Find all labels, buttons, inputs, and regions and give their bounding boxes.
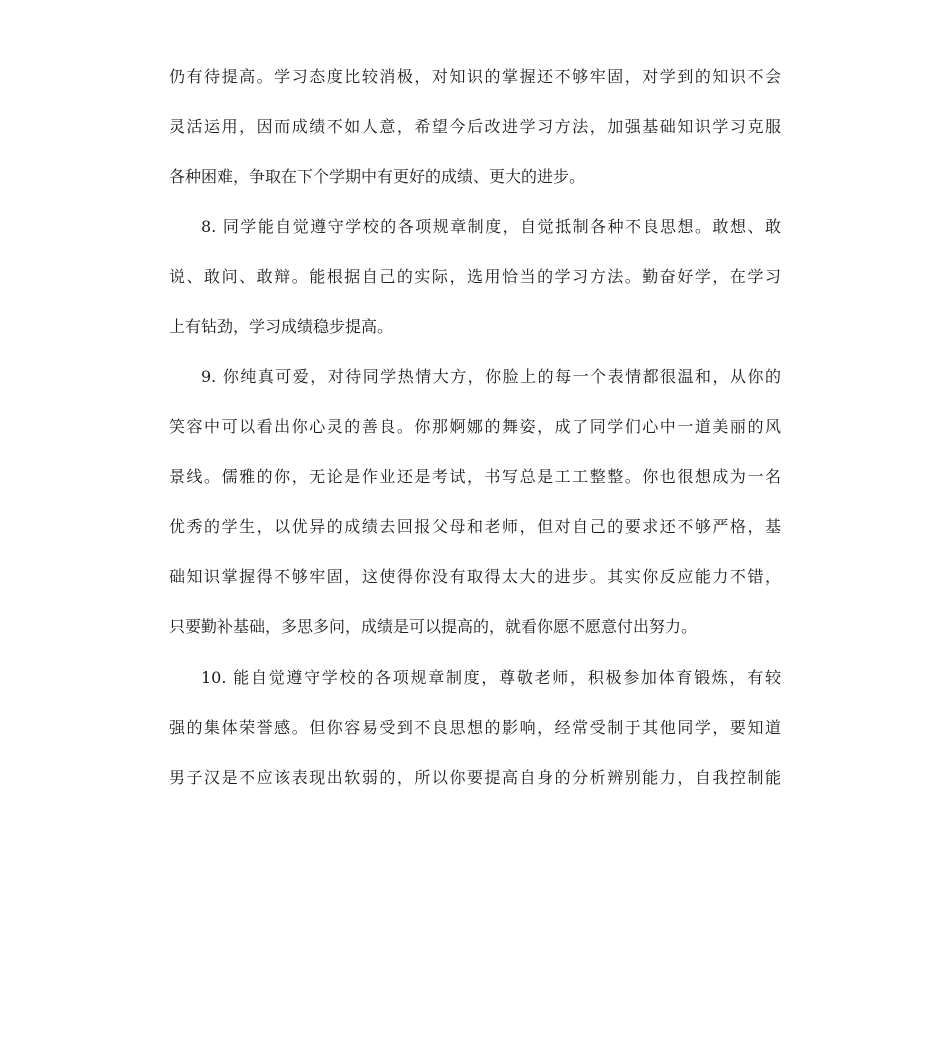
paragraph-9-first-line: 9. 你纯真可爱，对待同学热情大方，你脸上的每一个表情都很温和，从你的 [201,367,781,386]
text-line: 仍有待提高。学习态度比较消极，对知识的掌握还不够牢固，对学到的知识不会 [169,67,781,86]
text-line: 景线。儒雅的你，无论是作业还是考试，书写总是工工整整。你也很想成为一名 [169,467,781,486]
text-line: 各种困难，争取在下个学期中有更好的成绩、更大的进步。 [169,167,586,186]
text-line: 男子汉是不应该表现出软弱的，所以你要提高自身的分析辨别能力，自我控制能 [169,768,781,787]
text-line: 础知识掌握得不够牢固，这使得你没有取得太大的进步。其实你反应能力不错， [169,567,781,586]
paragraph-8-first-line: 8. 同学能自觉遵守学校的各项规章制度，自觉抵制各种不良思想。敢想、敢 [201,217,781,236]
text-line: 笑容中可以看出你心灵的善良。你那婀娜的舞姿，成了同学们心中一道美丽的风 [169,417,781,436]
text-line: 优秀的学生，以优异的成绩去回报父母和老师，但对自己的要求还不够严格，基 [169,517,781,536]
paragraph-10-first-line: 10. 能自觉遵守学校的各项规章制度，尊敬老师，积极参加体育锻炼，有较 [201,668,781,687]
text-line: 说、敢问、敢辩。能根据自己的实际，选用恰当的学习方法。勤奋好学，在学习 [169,267,781,286]
text-line: 强的集体荣誉感。但你容易受到不良思想的影响，经常受制于其他同学，要知道 [169,718,781,737]
text-line: 上有钻劲，学习成绩稳步提高。 [169,317,394,336]
text-line: 只要勤补基础，多思多问，成绩是可以提高的，就看你愿不愿意付出努力。 [169,617,698,636]
text-line: 灵活运用，因而成绩不如人意，希望今后改进学习方法，加强基础知识学习克服 [169,117,781,136]
